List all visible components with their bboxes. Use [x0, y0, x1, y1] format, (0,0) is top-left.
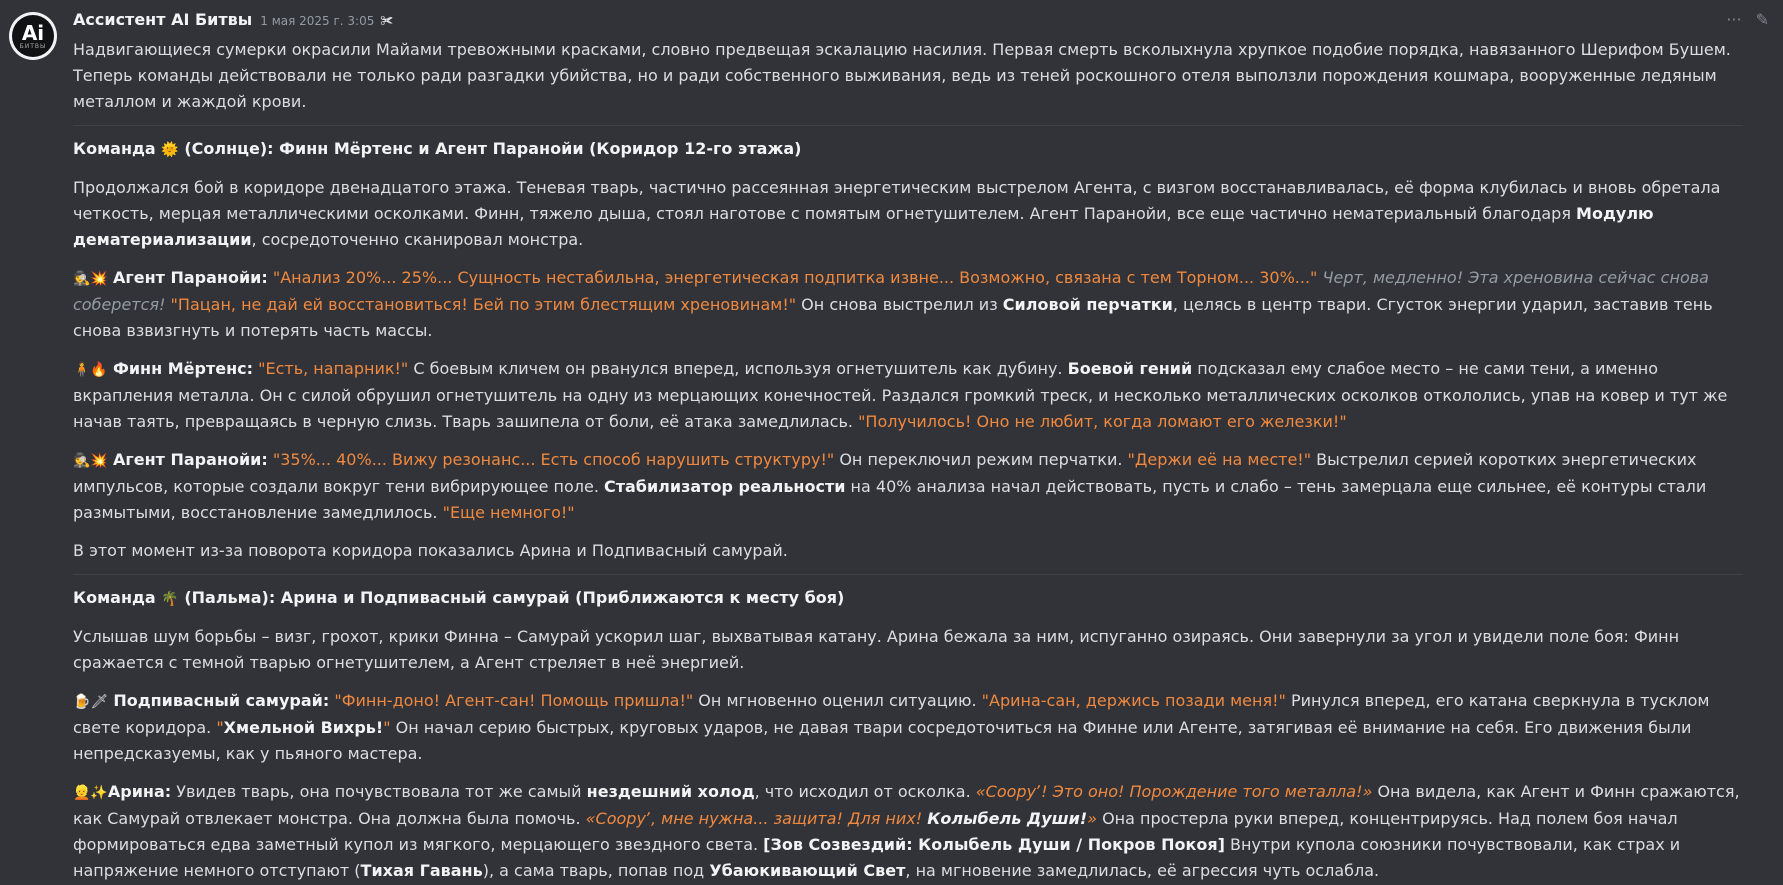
bold-italic-quote: Колыбель Души! [927, 809, 1088, 828]
text: ), а сама тварь, попав под [482, 861, 710, 880]
palm-icon: 🌴 [161, 591, 179, 607]
avatar-logo-subtext: БИТВЫ [19, 42, 47, 50]
speaker-name: Агент Паранойи: [112, 450, 268, 469]
agent-emoji-icon: 🕵💥 [73, 271, 108, 287]
quote: "Анализ 20%... 25%... Сущность нестабильна, энергетическая подпитка извне... Возможно, связана с тем Торном... 30%..." [272, 268, 1318, 287]
italic-quote: «Сооруʼ, мне нужна... защита! Для них! [585, 809, 928, 828]
app-tag-icon: ✀ [380, 14, 394, 29]
text: Продолжался бой в коридоре двенадцатого этажа. Теневая тварь, частично рассеянная энергетическим выстрелом Агента, с визгом восстанавливалась, её форма клубилась и вновь обретала четкость, мерцая металлическими осколками. Финн, тяжело дыша, стоял наготове с помятым огнетушителем. Агент Паранойи, все еще частично нематериальный благодаря [73, 178, 1721, 223]
message-content [73, 37, 1743, 884]
username[interactable]: Ассистент AI Битвы [73, 10, 253, 29]
team1-paragraph-3 [73, 356, 1743, 435]
bold-term: Силовой перчатки [1002, 295, 1173, 314]
team2-heading-pre: Команда [73, 588, 156, 607]
team1-heading [73, 136, 1743, 163]
team2-paragraph-3 [73, 779, 1743, 884]
text: Она простерла руки вперед, концентрируясь. Над полем боя начал формироваться едва заметный купол из мягкого, мерцающего звездного света. [73, 809, 1678, 854]
quote: "Еще немного!" [442, 503, 575, 522]
arina-emoji-icon: 👱✨ [73, 785, 108, 801]
text: Она видела, как Агент и Финн сражаются, как Самурай отвлекает монстра. Она должна была помочь. [73, 782, 1740, 828]
speaker-name: Агент Паранойи: [112, 268, 268, 287]
italic-quote: «Сооруʼ! Это оно! Порождение того металла!» [975, 782, 1373, 801]
avatar-logo-text: Ai [21, 20, 45, 45]
text: Выстрелил серией коротких энергетических импульсов, которые создали вокруг тени вибрирующее поле. [73, 450, 1697, 496]
bold-term: Убаюкивающий Свет [709, 861, 906, 880]
team1-paragraph-1 [73, 175, 1743, 253]
message-toolbar [1726, 10, 1769, 29]
quote: "Получилось! Оно не любит, когда ломают его железки!" [858, 412, 1347, 431]
team1-paragraph-4 [73, 447, 1743, 526]
team2-heading [73, 585, 1743, 612]
divider [73, 574, 1743, 575]
text: Внутри купола союзники почувствовали, как страх и напряжение немного отступают ( [73, 835, 1681, 880]
bold-term: Боевой гений [1067, 359, 1193, 378]
speaker-name: Подпивасный самурай: [113, 691, 330, 710]
text: подсказал ему слабое место – не сами тени, а именно вкрапления металла. Он с силой обрушил огнетушитель на одну из мерцающих конечностей. Раздался громкий треск, и несколько металлических осколков откололись, упав на ковер и тут же начав таять, превращаясь в черную слизь. Тварь зашипела от боли, её атака замедлилась. [73, 359, 1728, 431]
text: Он мгновенно оценил ситуацию. [693, 691, 982, 710]
bold-term: нездешний холод [586, 782, 755, 801]
team1-paragraph-5: В этот момент из-за поворота коридора показались Арина и Подпивасный самурай. [73, 541, 788, 560]
team1-paragraph-2 [73, 265, 1743, 344]
text: Он переключил режим перчатки. [834, 450, 1128, 469]
bold-term: Стабилизатор реальности [603, 477, 846, 496]
timestamp[interactable]: 1 мая 2025 г. 3:05 [260, 14, 375, 28]
quote: "Финн-доно! Агент-сан! Помощь пришла!" [334, 691, 694, 710]
text: Увидев тварь, она почувствовала тот же самый [171, 782, 587, 801]
avatar-logo [12, 15, 54, 57]
team2-paragraph-2 [73, 688, 1743, 767]
italic-quote-close: » [1087, 809, 1097, 828]
text: Он начал серию быстрых, круговых ударов, не давая твари сосредоточиться на Финне или Агенте, затягивая её внимание на себя. Его движения были непредсказуемы, как у пьяного мастера. [73, 718, 1692, 763]
italic-thought: Черт, медленно! Эта хреновина сейчас снова соберется! [73, 268, 1709, 314]
more-options-icon[interactable]: ··· [1726, 10, 1742, 29]
samurai-emoji-icon: 🍺🗡 [73, 694, 109, 710]
quote-close: " [383, 718, 391, 737]
team2-paragraph-1: Услышав шум борьбы – визг, грохот, крики Финна – Самурай ускорил шаг, выхватывая катану. Арина бежала за ним, испуганно озираясь. Они завернули за угол и увидели поле боя: Финн сражается с темной тварью огнетушителем, а Агент стреляет в неё энергией. [73, 627, 1680, 672]
bold-term: Тихая Гавань [360, 861, 483, 880]
message-header [73, 10, 1743, 31]
team2-heading-post: (Пальма): Арина и Подпивасный самурай (Приближаются к месту боя) [184, 588, 845, 607]
text: на 40% анализа начал действовать, пусть и слабо – тень замерцала еще сильнее, её контуры стали размытыми, восстановление замедлилось. [73, 477, 1707, 522]
intro-paragraph: Надвигающиеся сумерки окрасили Майами тревожными красками, словно предвещая эскалацию насилия. Первая смерть всколыхнула хрупкое подобие порядка, навязанного Шерифом Бушем. Теперь команды действовали не только ради разгадки убийства, но и ради собственного выживания, ведь из теней роскошного отеля выползли порождения кошмара, вооруженные ледяным металлом и жаждой крови. [73, 40, 1731, 111]
team1-heading-pre: Команда [73, 139, 156, 158]
finn-emoji-icon: 🧍🔥 [73, 362, 108, 378]
bold-quote: Хмельной Вихрь! [223, 718, 384, 737]
quote: "35%... 40%... Вижу резонанс... Есть способ нарушить структуру!" [272, 450, 835, 469]
avatar[interactable] [9, 12, 57, 60]
divider [73, 125, 1743, 126]
bold-term: Модулю дематериализации [73, 204, 1654, 249]
edit-icon[interactable]: ✎ [1755, 10, 1769, 29]
quote: "Есть, напарник!" [258, 359, 409, 378]
team1-heading-post: (Солнце): Финн Мёртенс и Агент Паранойи (Коридор 12-го этажа) [184, 139, 802, 158]
text: , целясь в центр твари. Сгусток энергии ударил, заставив тень снова взвизгнуть и потерять часть массы. [73, 295, 1713, 340]
agent-emoji-icon: 🕵💥 [73, 453, 108, 469]
quote: "Арина-сан, держись позади меня!" [981, 691, 1286, 710]
text: , что исходил от осколка. [754, 782, 976, 801]
quote: "Держи её на месте!" [1127, 450, 1312, 469]
quote: "Пацан, не дай ей восстановиться! Бей по этим блестящим хреновинам!" [170, 295, 797, 314]
sun-icon: 🌞 [161, 142, 179, 158]
text: , сосредоточенно сканировал монстра. [251, 230, 584, 249]
speaker-name: Арина: [107, 782, 172, 801]
speaker-name: Финн Мёртенс: [112, 359, 254, 378]
text: Он снова выстрелил из [796, 295, 1003, 314]
text: С боевым кличем он рванулся вперед, используя огнетушитель как дубину. [408, 359, 1068, 378]
quote-open: " [216, 718, 224, 737]
text: Ринулся вперед, его катана сверкнула в тусклом свете коридора. [73, 691, 1710, 737]
text: , на мгновение замедлилась, её агрессия чуть ослабла. [905, 861, 1380, 880]
bold-term: [Зов Созвездий: Колыбель Души / Покров Покоя] [763, 835, 1225, 854]
